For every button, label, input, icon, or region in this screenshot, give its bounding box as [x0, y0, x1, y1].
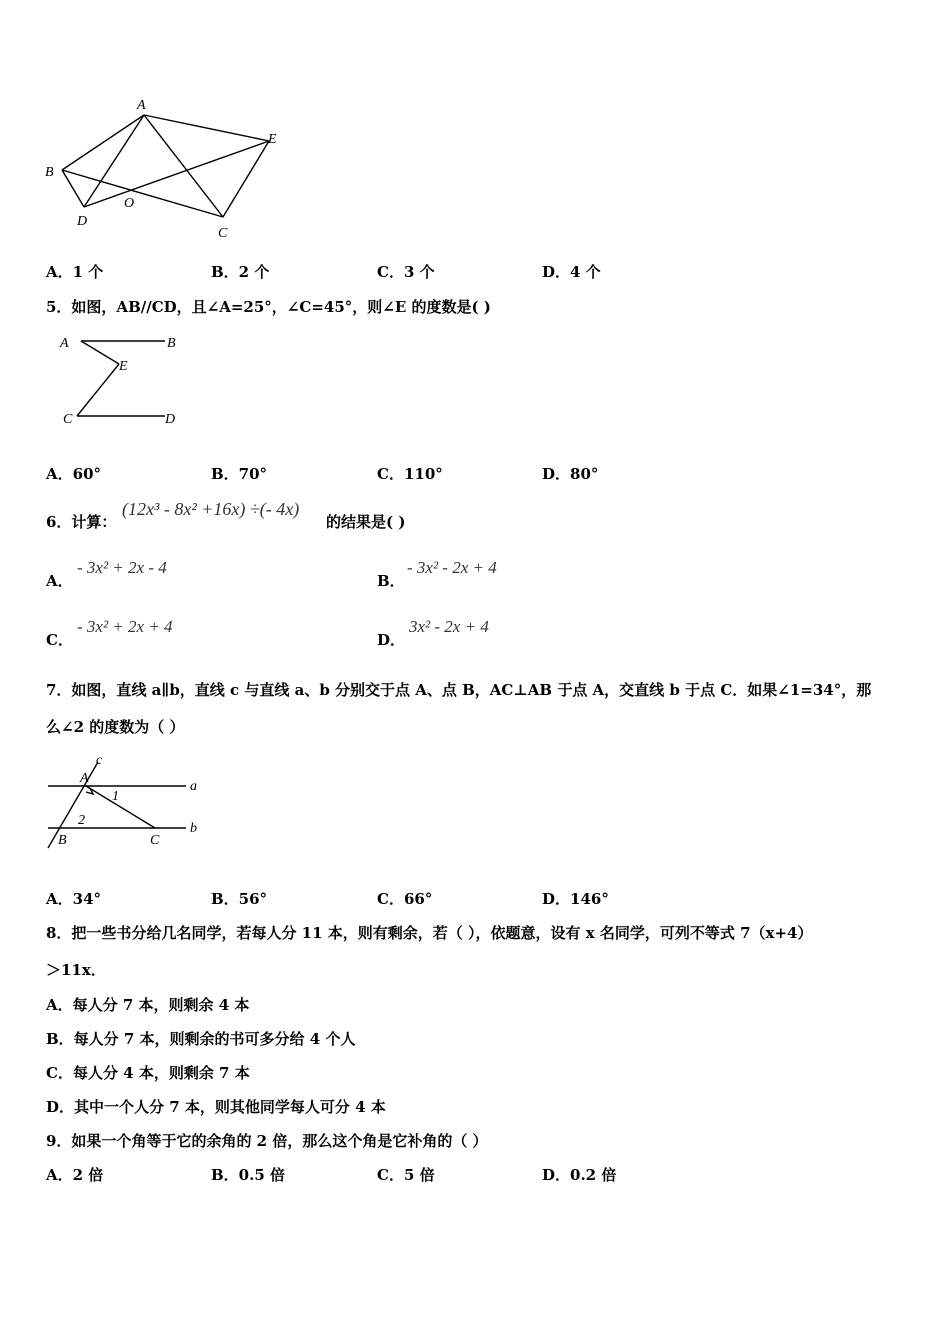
q6-option-b-letter: B． — [377, 572, 405, 590]
q6-suffix: 的结果是( ) — [326, 513, 406, 531]
q5-label-d: D — [165, 412, 176, 427]
q5-option-c: C．110° — [377, 465, 443, 483]
q4-label-d: D — [77, 214, 88, 229]
q9-option-c: C．5 倍 — [377, 1166, 435, 1184]
q6-expression: (12x³ - 8x² +16x) ÷(- 4x) — [122, 499, 300, 519]
q5-figure — [55, 328, 195, 428]
q4-label-c: C — [218, 226, 228, 241]
q8-option-b: B．每人分 7 本，则剩余的书可多分给 4 个人 — [46, 1030, 356, 1048]
q4-option-b: B．2 个 — [211, 263, 270, 281]
q8-option-a: A．每人分 7 本，则剩余 4 本 — [46, 996, 250, 1014]
q7-label-line-c: C — [150, 833, 160, 848]
q6-option-c-letter: C． — [46, 631, 73, 649]
q7-line1: 7．如图，直线 a∥b，直线 c 与直线 a、b 分别交于点 A、点 B，AC⊥AB 于点 A，交直线 b 于点 C．如果∠1=34°，那 — [46, 681, 872, 699]
q6-option-a-expr: - 3x² + 2x - 4 — [77, 558, 167, 577]
q7-option-b: B．56° — [211, 890, 268, 908]
q7-label-1: 1 — [112, 789, 119, 804]
q4-figure — [40, 95, 290, 245]
q4-label-a: A — [137, 98, 146, 113]
q7-figure — [40, 752, 210, 852]
q6-option-d-expr: 3x² - 2x + 4 — [409, 617, 489, 636]
q6-option-c-expr: - 3x² + 2x + 4 — [77, 617, 173, 636]
q9-option-a: A．2 倍 — [46, 1166, 104, 1184]
q4-label-b: B — [45, 165, 54, 180]
q5-label-e: E — [119, 359, 128, 374]
q8-line2: ＞11x． — [46, 961, 106, 979]
q5-question: 5．如图，AB//CD，且∠A=25°，∠C=45°，则∠E 的度数是( ) — [46, 298, 491, 316]
q7-label-line-b: b — [190, 821, 197, 836]
q9-option-b: B．0.5 倍 — [211, 1166, 285, 1184]
q6-prefix: 6．计算： — [46, 513, 117, 531]
q6-option-d-letter: D． — [377, 631, 406, 649]
q7-label-a: A — [80, 771, 89, 786]
q7-line2: 么∠2 的度数为（ ） — [46, 718, 185, 736]
q4-option-c: C．3 个 — [377, 263, 435, 281]
q8-option-c: C．每人分 4 本，则剩余 7 本 — [46, 1064, 250, 1082]
q4-label-e: E — [268, 132, 277, 147]
q9-option-d: D．0.2 倍 — [542, 1166, 617, 1184]
q4-option-d: D．4 个 — [542, 263, 601, 281]
q5-label-a: A — [60, 336, 69, 351]
q8-line1: 8．把一些书分给几名同学，若每人分 11 本，则有剩余，若（ ），依题意，设有 x 名同学，可列不等式 7（x+4） — [46, 924, 813, 942]
q5-label-c: C — [63, 412, 73, 427]
q7-option-a: A．34° — [46, 890, 102, 908]
q4-option-a: A．1 个 — [46, 263, 104, 281]
q7-label-c: c — [96, 753, 103, 768]
q7-label-b: B — [58, 833, 67, 848]
q5-option-b: B．70° — [211, 465, 268, 483]
q7-option-c: C．66° — [377, 890, 433, 908]
q7-label-2: 2 — [78, 813, 85, 828]
q5-option-d: D．80° — [542, 465, 599, 483]
q6-option-b-expr: - 3x² - 2x + 4 — [407, 558, 497, 577]
q4-label-o: O — [124, 196, 135, 211]
q9-question: 9．如果一个角等于它的余角的 2 倍，那么这个角是它补角的（ ） — [46, 1132, 488, 1150]
q7-label-line-a: a — [190, 779, 197, 794]
q5-label-b: B — [167, 336, 176, 351]
q6-option-a-letter: A． — [46, 572, 73, 590]
q7-option-d: D．146° — [542, 890, 609, 908]
q5-option-a: A．60° — [46, 465, 102, 483]
q8-option-d: D．其中一个人分 7 本，则其他同学每人可分 4 本 — [46, 1098, 386, 1116]
